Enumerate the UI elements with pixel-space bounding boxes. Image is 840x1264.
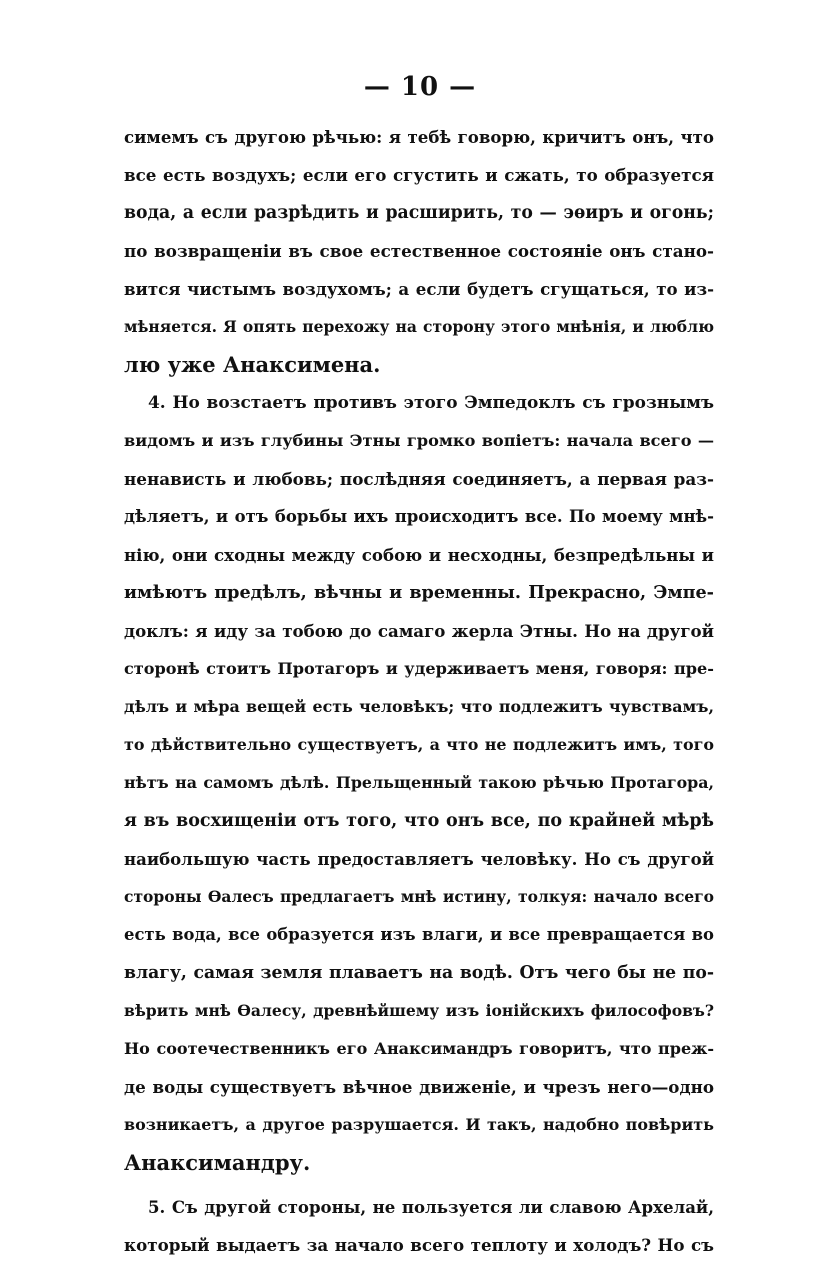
- text-line: Но соотечественникъ его Анаксимандръ говоритъ, что преж-: [124, 1039, 714, 1058]
- text-line: дѣляетъ, и отъ борьбы ихъ происходитъ все. По моему мнѣ-: [124, 507, 714, 526]
- text-line: вода, а если разрѣдить и расширить, то — эѳиръ и огонь;: [124, 203, 714, 223]
- page-number: — 10 —: [363, 72, 477, 102]
- text-line: ненависть и любовь; послѣдняя соединяетъ, а первая раз-: [124, 469, 714, 489]
- text-line: все есть воздухъ; если его сгустить и сжать, то образуется: [124, 165, 714, 185]
- text-line: де воды существуетъ вѣчное движеніе, и чрезъ него—одно: [124, 1077, 714, 1097]
- text-line: то дѣйствительно существуетъ, а что не подлежитъ имъ, того: [124, 735, 714, 754]
- text-line: влагу, самая земля плаваетъ на водѣ. Отъ чего бы не по-: [124, 963, 714, 983]
- text-line: я въ восхищеніи отъ того, что онъ все, по крайней мѣрѣ: [124, 811, 714, 831]
- text-line: доклъ: я иду за тобою до самаго жерла Этны. Но на другой: [124, 621, 714, 641]
- text-line: нію, они сходны между собою и несходны, безпредѣльны и: [124, 545, 714, 565]
- text-line: Анаксимандру.: [124, 1150, 311, 1175]
- body-text: [124, 118, 714, 1264]
- text-line: возникаетъ, а другое разрушается. И такъ, надобно повѣрить: [124, 1115, 714, 1134]
- text-line: мѣняется. Я опять перехожу на сторону этого мнѣнія, и люблю: [124, 317, 714, 336]
- text-line: который выдаетъ за начало всего теплоту и холодъ? Но съ: [124, 1235, 714, 1255]
- paragraph-start-line: 4. Но возстаетъ противъ этого Эмпедоклъ съ грознымъ: [148, 393, 714, 413]
- text-line: стороны Ѳалесъ предлагаетъ мнѣ истину, толкуя: начало всего: [124, 887, 714, 906]
- text-line: вѣрить мнѣ Ѳалесу, древнѣйшему изъ іонійскихъ философовъ?: [124, 1001, 714, 1020]
- text-line: дѣлъ и мѣра вещей есть человѣкъ; что подлежитъ чувствамъ,: [124, 697, 714, 716]
- text-line: нѣтъ на самомъ дѣлѣ. Прельщенный такою рѣчью Протагора,: [124, 773, 714, 792]
- text-line: видомъ и изъ глубины Этны громко вопіетъ: начала всего —: [124, 431, 714, 450]
- text-line: вится чистымъ воздухомъ; а если будетъ сгущаться, то из-: [124, 279, 714, 299]
- text-line: имѣютъ предѣлъ, вѣчны и временны. Прекрасно, Эмпе-: [124, 582, 714, 603]
- paragraph-start-line: 5. Съ другой стороны, не пользуется ли славою Архелай,: [148, 1197, 714, 1217]
- text-line: есть вода, все образуется изъ влаги, и все превращается во: [124, 925, 714, 944]
- text-line: наибольшую часть предоставляетъ человѣку. Но съ другой: [124, 849, 714, 869]
- text-line: лю уже Анаксимена.: [124, 352, 381, 377]
- text-line: сторонѣ стоитъ Протагоръ и удерживаетъ меня, говоря: пре-: [124, 659, 714, 678]
- text-line: по возвращеніи въ свое естественное состояніе онъ стано-: [124, 241, 714, 261]
- text-line: симемъ съ другою рѣчью: я тебѣ говорю, кричитъ онъ, что: [124, 127, 714, 147]
